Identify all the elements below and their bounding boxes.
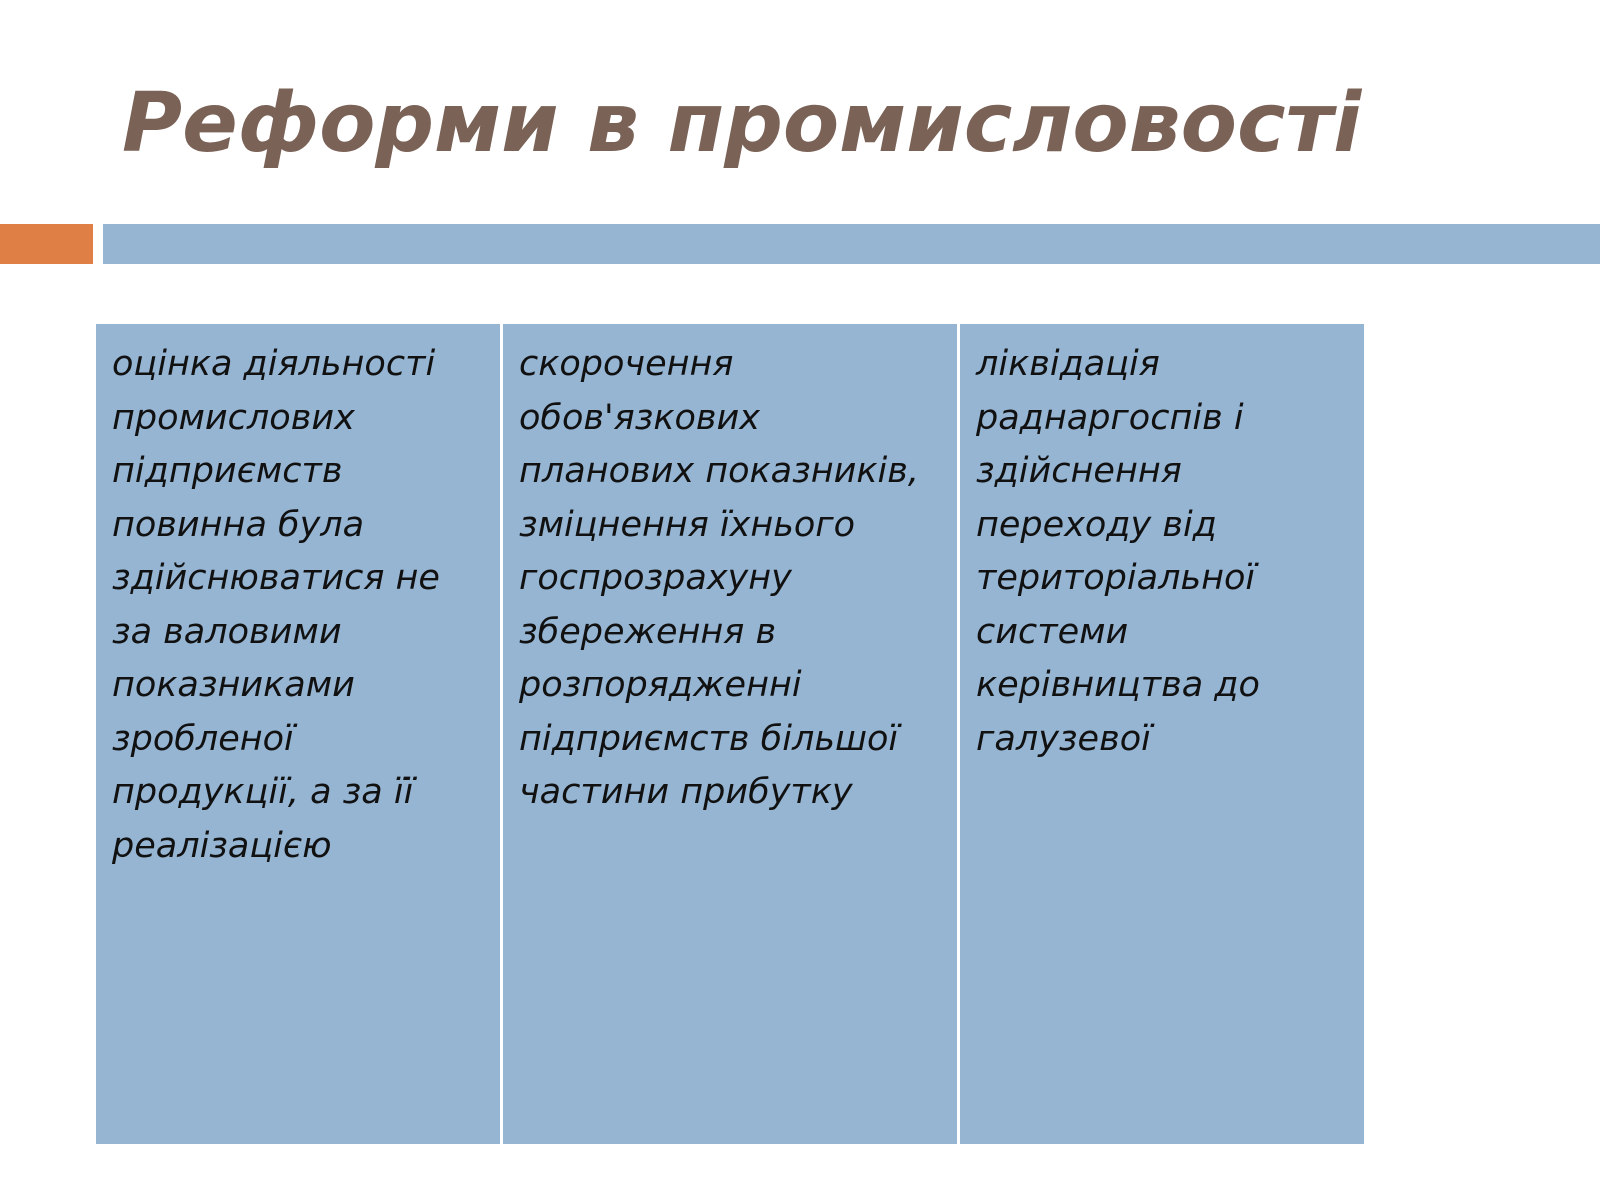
- reform-cards: [96, 324, 1364, 1144]
- reform-card-text: ліквідація раднаргоспів і здійснення переходу від територіальної системи керівництва до галузевої: [976, 344, 1260, 759]
- accent-bar: [0, 224, 93, 264]
- reform-card-text: оцінка діяльності промислових підприємств повинна була здійснюватися не за валовими показниками зробленої продукції, а за її реалізацією: [112, 344, 440, 866]
- title-rule-bar: [103, 224, 1600, 264]
- reform-card-sovnarkhoz: [960, 324, 1364, 1144]
- reform-card-evaluation: [96, 324, 500, 1144]
- reform-card-indicators: [503, 324, 957, 1144]
- slide-title: Реформи в промисловості: [122, 76, 1362, 171]
- reform-card-text: скорочення обов'язкових планових показників, зміцнення їхнього госпрозрахуну збереження в розпорядженні підприємств більшої частини прибутку: [519, 344, 919, 812]
